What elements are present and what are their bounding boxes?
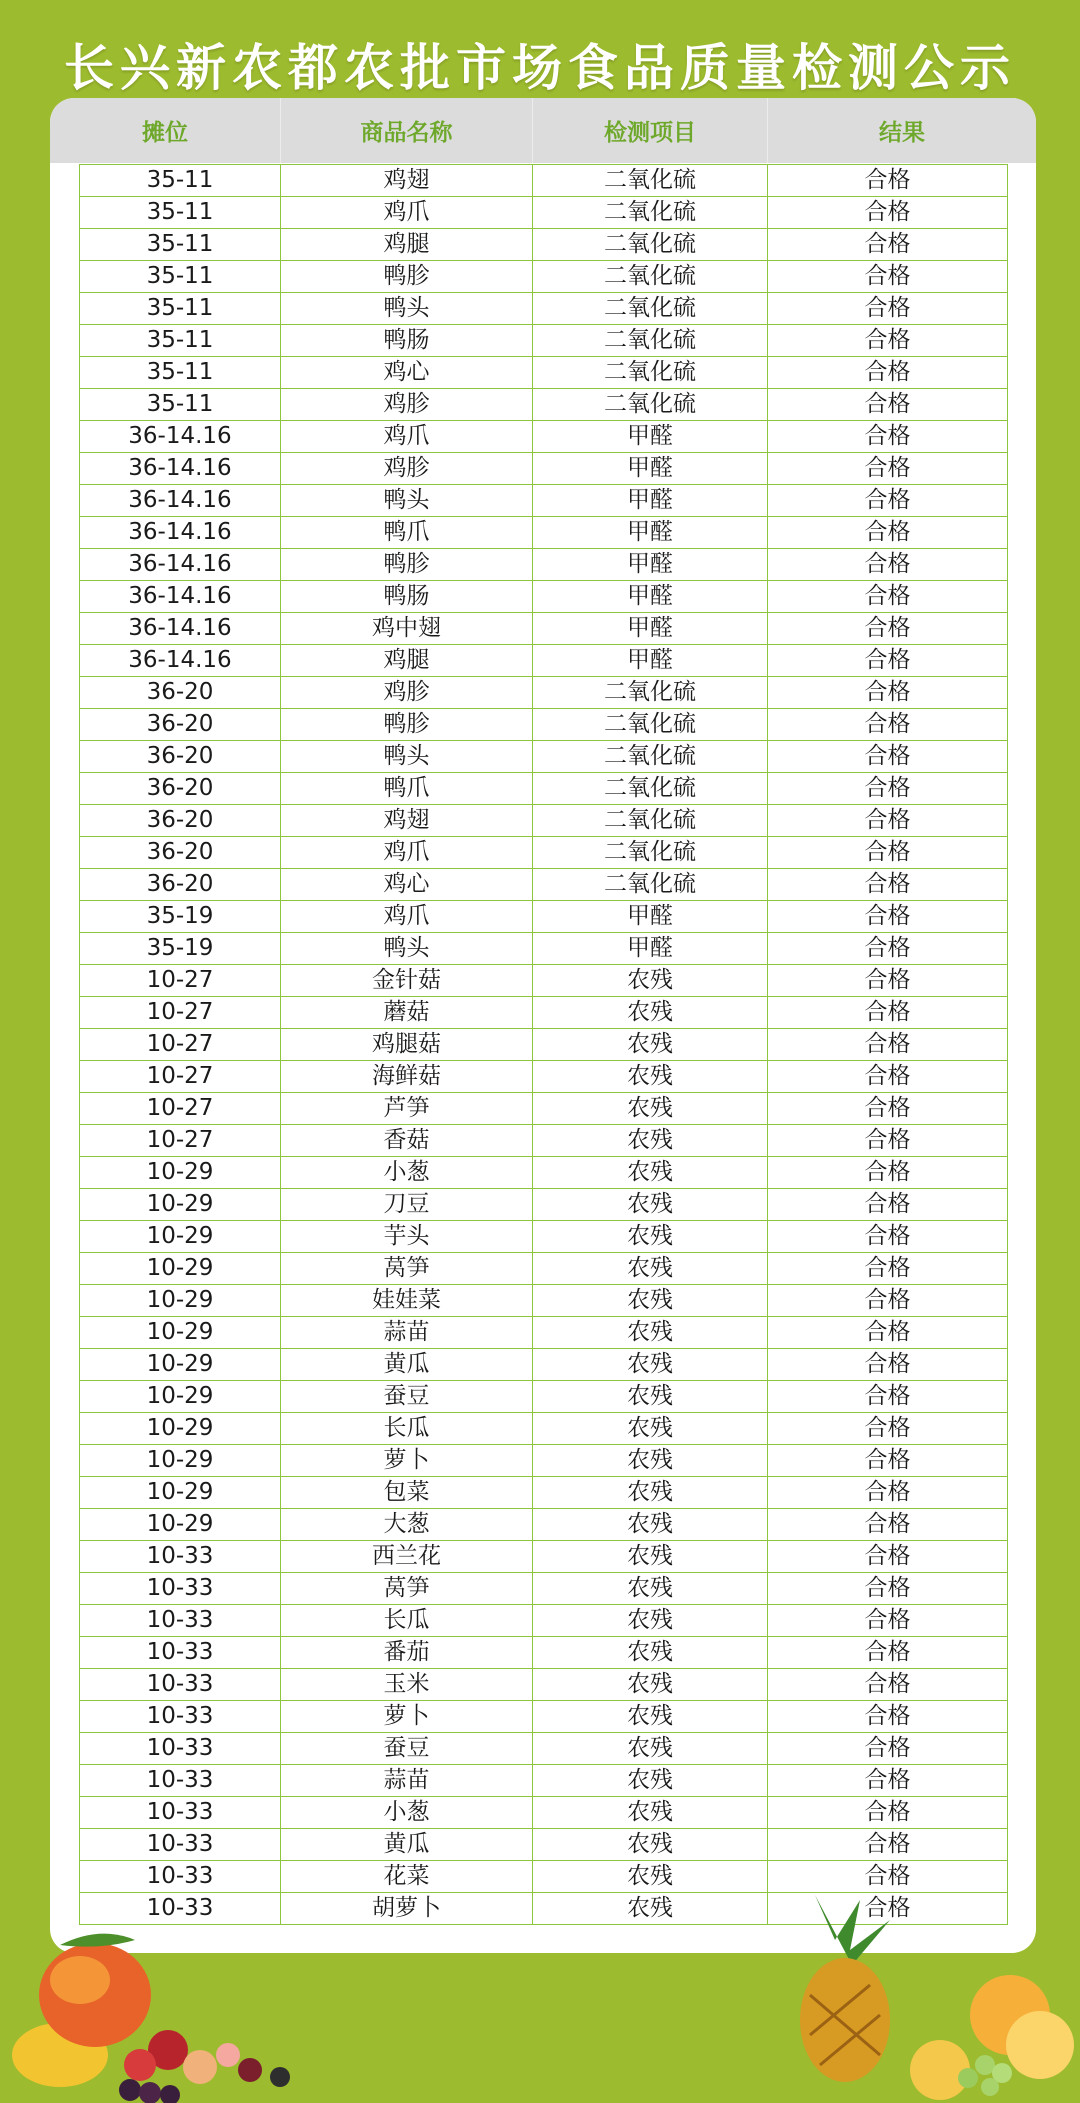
test-item-cell: 农残 xyxy=(533,1669,768,1701)
product-cell: 鸭头 xyxy=(281,485,533,517)
stall-cell: 36-20 xyxy=(80,677,281,709)
page-title: 长兴新农都农批市场食品质量检测公示 xyxy=(64,39,1016,97)
table-row xyxy=(80,1445,1008,1477)
table-row xyxy=(80,1125,1008,1157)
result-cell: 合格 xyxy=(768,1701,1008,1733)
result-cell: 合格 xyxy=(768,1477,1008,1509)
product-cell: 鸡腿 xyxy=(281,229,533,261)
table-row xyxy=(80,517,1008,549)
result-cell: 合格 xyxy=(768,1317,1008,1349)
result-cell: 合格 xyxy=(768,549,1008,581)
result-cell: 合格 xyxy=(768,325,1008,357)
stall-cell: 10-33 xyxy=(80,1701,281,1733)
test-item-cell: 农残 xyxy=(533,1221,768,1253)
stall-cell: 10-29 xyxy=(80,1221,281,1253)
result-cell: 合格 xyxy=(768,1829,1008,1861)
result-cell: 合格 xyxy=(768,645,1008,677)
product-cell: 胡萝卜 xyxy=(281,1893,533,1925)
table-row xyxy=(80,965,1008,997)
stall-cell: 10-33 xyxy=(80,1861,281,1893)
table-header xyxy=(50,98,1036,163)
product-cell: 西兰花 xyxy=(281,1541,533,1573)
result-cell: 合格 xyxy=(768,1093,1008,1125)
result-cell: 合格 xyxy=(768,1605,1008,1637)
table-row xyxy=(80,581,1008,613)
result-cell: 合格 xyxy=(768,229,1008,261)
stall-cell: 36-20 xyxy=(80,709,281,741)
stall-cell: 35-19 xyxy=(80,933,281,965)
result-cell: 合格 xyxy=(768,901,1008,933)
result-cell: 合格 xyxy=(768,1509,1008,1541)
product-cell: 鸡腿菇 xyxy=(281,1029,533,1061)
test-item-cell: 农残 xyxy=(533,1733,768,1765)
table-row xyxy=(80,677,1008,709)
table-row xyxy=(80,1605,1008,1637)
result-cell: 合格 xyxy=(768,197,1008,229)
stall-cell: 10-33 xyxy=(80,1765,281,1797)
test-item-cell: 农残 xyxy=(533,1349,768,1381)
stall-cell: 10-29 xyxy=(80,1189,281,1221)
test-item-cell: 农残 xyxy=(533,1029,768,1061)
table-row xyxy=(80,741,1008,773)
table-row xyxy=(80,869,1008,901)
apricot-icon xyxy=(183,2050,217,2084)
test-item-cell: 农残 xyxy=(533,1573,768,1605)
stall-cell: 35-11 xyxy=(80,165,281,197)
test-item-cell: 二氧化硫 xyxy=(533,677,768,709)
table-row xyxy=(80,1189,1008,1221)
stall-cell: 10-27 xyxy=(80,1125,281,1157)
table-row xyxy=(80,773,1008,805)
stall-cell: 10-29 xyxy=(80,1317,281,1349)
product-cell: 海鲜菇 xyxy=(281,1061,533,1093)
test-item-cell: 农残 xyxy=(533,1125,768,1157)
table-row xyxy=(80,837,1008,869)
product-cell: 鸡腿 xyxy=(281,645,533,677)
result-cell: 合格 xyxy=(768,453,1008,485)
stall-cell: 10-33 xyxy=(80,1637,281,1669)
table-row xyxy=(80,1637,1008,1669)
test-item-cell: 二氧化硫 xyxy=(533,837,768,869)
stall-cell: 35-11 xyxy=(80,325,281,357)
stall-cell: 10-29 xyxy=(80,1445,281,1477)
result-cell: 合格 xyxy=(768,805,1008,837)
stall-cell: 10-33 xyxy=(80,1893,281,1925)
result-cell: 合格 xyxy=(768,1765,1008,1797)
result-cell: 合格 xyxy=(768,1669,1008,1701)
stall-cell: 36-14.16 xyxy=(80,485,281,517)
product-cell: 鸭胗 xyxy=(281,261,533,293)
grape-icon xyxy=(119,2079,141,2101)
product-cell: 莴笋 xyxy=(281,1573,533,1605)
stall-cell: 36-14.16 xyxy=(80,453,281,485)
test-item-cell: 农残 xyxy=(533,1381,768,1413)
product-cell: 包菜 xyxy=(281,1477,533,1509)
test-item-cell: 农残 xyxy=(533,1413,768,1445)
table-row xyxy=(80,229,1008,261)
product-cell: 鸭爪 xyxy=(281,773,533,805)
test-item-cell: 二氧化硫 xyxy=(533,165,768,197)
column-header-product: 商品名称 xyxy=(281,98,533,163)
stall-cell: 36-14.16 xyxy=(80,517,281,549)
table-row xyxy=(80,997,1008,1029)
stall-cell: 36-14.16 xyxy=(80,581,281,613)
test-item-cell: 农残 xyxy=(533,1893,768,1925)
table-row xyxy=(80,1541,1008,1573)
test-item-cell: 农残 xyxy=(533,1797,768,1829)
stall-cell: 36-20 xyxy=(80,741,281,773)
test-item-cell: 农残 xyxy=(533,1637,768,1669)
stall-cell: 10-29 xyxy=(80,1477,281,1509)
result-cell: 合格 xyxy=(768,709,1008,741)
product-cell: 蘑菇 xyxy=(281,997,533,1029)
table-row xyxy=(80,485,1008,517)
table-row xyxy=(80,1861,1008,1893)
test-item-cell: 二氧化硫 xyxy=(533,325,768,357)
result-cell: 合格 xyxy=(768,1189,1008,1221)
test-item-cell: 农残 xyxy=(533,965,768,997)
product-cell: 鸭胗 xyxy=(281,549,533,581)
test-item-cell: 二氧化硫 xyxy=(533,741,768,773)
result-cell: 合格 xyxy=(768,1029,1008,1061)
result-cell: 合格 xyxy=(768,1221,1008,1253)
result-cell: 合格 xyxy=(768,613,1008,645)
product-cell: 鸡爪 xyxy=(281,421,533,453)
product-cell: 鸡爪 xyxy=(281,837,533,869)
stall-cell: 10-29 xyxy=(80,1509,281,1541)
product-cell: 鸭头 xyxy=(281,293,533,325)
result-cell: 合格 xyxy=(768,421,1008,453)
stall-cell: 10-33 xyxy=(80,1541,281,1573)
column-header-test-item: 检测项目 xyxy=(533,98,768,163)
stall-cell: 36-14.16 xyxy=(80,645,281,677)
test-item-cell: 甲醛 xyxy=(533,613,768,645)
table-row xyxy=(80,613,1008,645)
result-cell: 合格 xyxy=(768,1125,1008,1157)
table-row xyxy=(80,1797,1008,1829)
test-item-cell: 二氧化硫 xyxy=(533,709,768,741)
product-cell: 花菜 xyxy=(281,1861,533,1893)
product-cell: 莴笋 xyxy=(281,1253,533,1285)
result-cell: 合格 xyxy=(768,997,1008,1029)
test-item-cell: 甲醛 xyxy=(533,517,768,549)
product-cell: 黄瓜 xyxy=(281,1349,533,1381)
table-row xyxy=(80,421,1008,453)
test-item-cell: 甲醛 xyxy=(533,453,768,485)
product-cell: 鸡胗 xyxy=(281,389,533,421)
stall-cell: 35-11 xyxy=(80,197,281,229)
stall-cell: 10-29 xyxy=(80,1381,281,1413)
stall-cell: 10-33 xyxy=(80,1573,281,1605)
test-item-cell: 农残 xyxy=(533,1829,768,1861)
table-row xyxy=(80,1061,1008,1093)
stall-cell: 10-29 xyxy=(80,1349,281,1381)
result-cell: 合格 xyxy=(768,1861,1008,1893)
table-row xyxy=(80,389,1008,421)
result-cell: 合格 xyxy=(768,837,1008,869)
product-cell: 芦笋 xyxy=(281,1093,533,1125)
table-row xyxy=(80,1349,1008,1381)
test-item-cell: 农残 xyxy=(533,1253,768,1285)
result-cell: 合格 xyxy=(768,1573,1008,1605)
product-cell: 鸡胗 xyxy=(281,677,533,709)
stall-cell: 10-29 xyxy=(80,1285,281,1317)
table-row xyxy=(80,1669,1008,1701)
result-cell: 合格 xyxy=(768,677,1008,709)
table-row xyxy=(80,933,1008,965)
table-row xyxy=(80,1157,1008,1189)
result-cell: 合格 xyxy=(768,389,1008,421)
test-item-cell: 农残 xyxy=(533,1093,768,1125)
table-row xyxy=(80,1285,1008,1317)
product-cell: 小葱 xyxy=(281,1797,533,1829)
result-cell: 合格 xyxy=(768,517,1008,549)
test-item-cell: 二氧化硫 xyxy=(533,261,768,293)
table-row xyxy=(80,1477,1008,1509)
result-cell: 合格 xyxy=(768,965,1008,997)
result-cell: 合格 xyxy=(768,485,1008,517)
product-cell: 鸭头 xyxy=(281,741,533,773)
product-cell: 鸡翅 xyxy=(281,805,533,837)
stall-cell: 10-27 xyxy=(80,1061,281,1093)
test-item-cell: 农残 xyxy=(533,1701,768,1733)
stall-cell: 10-29 xyxy=(80,1253,281,1285)
stall-cell: 10-29 xyxy=(80,1157,281,1189)
table-row xyxy=(80,1221,1008,1253)
test-item-cell: 农残 xyxy=(533,1765,768,1797)
stall-cell: 10-27 xyxy=(80,1029,281,1061)
product-cell: 蚕豆 xyxy=(281,1733,533,1765)
results-card xyxy=(50,98,1036,1953)
stall-cell: 10-27 xyxy=(80,965,281,997)
product-cell: 黄瓜 xyxy=(281,1829,533,1861)
test-item-cell: 二氧化硫 xyxy=(533,869,768,901)
table-row xyxy=(80,1509,1008,1541)
leaf-icon xyxy=(60,1934,135,1947)
product-cell: 娃娃菜 xyxy=(281,1285,533,1317)
product-cell: 鸭肠 xyxy=(281,325,533,357)
table-row xyxy=(80,1029,1008,1061)
stall-cell: 10-27 xyxy=(80,997,281,1029)
test-item-cell: 二氧化硫 xyxy=(533,229,768,261)
table-row xyxy=(80,261,1008,293)
grape-icon xyxy=(975,2055,995,2075)
product-cell: 长瓜 xyxy=(281,1413,533,1445)
stall-cell: 10-33 xyxy=(80,1605,281,1637)
test-item-cell: 甲醛 xyxy=(533,421,768,453)
result-cell: 合格 xyxy=(768,1445,1008,1477)
result-cell: 合格 xyxy=(768,869,1008,901)
table-row xyxy=(80,1573,1008,1605)
test-item-cell: 甲醛 xyxy=(533,645,768,677)
result-cell: 合格 xyxy=(768,1797,1008,1829)
stall-cell: 36-20 xyxy=(80,805,281,837)
table-row xyxy=(80,453,1008,485)
stall-cell: 10-29 xyxy=(80,1413,281,1445)
result-cell: 合格 xyxy=(768,1381,1008,1413)
test-item-cell: 农残 xyxy=(533,1861,768,1893)
table-row xyxy=(80,325,1008,357)
table-row xyxy=(80,645,1008,677)
test-item-cell: 二氧化硫 xyxy=(533,805,768,837)
product-cell: 金针菇 xyxy=(281,965,533,997)
stall-cell: 35-11 xyxy=(80,389,281,421)
stall-cell: 36-20 xyxy=(80,837,281,869)
product-cell: 鸡爪 xyxy=(281,197,533,229)
pineapple-icon xyxy=(800,1958,890,2082)
result-cell: 合格 xyxy=(768,933,1008,965)
test-item-cell: 农残 xyxy=(533,1509,768,1541)
table-row xyxy=(80,165,1008,197)
result-cell: 合格 xyxy=(768,261,1008,293)
table-row xyxy=(80,357,1008,389)
result-cell: 合格 xyxy=(768,581,1008,613)
results-table xyxy=(79,164,1008,1925)
result-cell: 合格 xyxy=(768,1157,1008,1189)
product-cell: 玉米 xyxy=(281,1669,533,1701)
stall-cell: 35-11 xyxy=(80,229,281,261)
table-row xyxy=(80,197,1008,229)
stall-cell: 36-20 xyxy=(80,869,281,901)
product-cell: 蒜苗 xyxy=(281,1765,533,1797)
table-row xyxy=(80,1701,1008,1733)
result-cell: 合格 xyxy=(768,357,1008,389)
test-item-cell: 农残 xyxy=(533,1157,768,1189)
product-cell: 香菇 xyxy=(281,1125,533,1157)
result-cell: 合格 xyxy=(768,1253,1008,1285)
result-cell: 合格 xyxy=(768,165,1008,197)
column-header-result: 结果 xyxy=(879,120,925,146)
column-header-stall: 摊位 xyxy=(50,98,281,163)
test-item-cell: 二氧化硫 xyxy=(533,773,768,805)
product-cell: 萝卜 xyxy=(281,1445,533,1477)
result-cell: 合格 xyxy=(768,773,1008,805)
product-cell: 鸡心 xyxy=(281,869,533,901)
result-cell: 合格 xyxy=(768,1893,1008,1925)
product-cell: 鸭头 xyxy=(281,933,533,965)
product-cell: 蒜苗 xyxy=(281,1317,533,1349)
test-item-cell: 甲醛 xyxy=(533,549,768,581)
table-row xyxy=(80,1381,1008,1413)
product-cell: 长瓜 xyxy=(281,1605,533,1637)
test-item-cell: 农残 xyxy=(533,1189,768,1221)
test-item-cell: 农残 xyxy=(533,1285,768,1317)
table-row xyxy=(80,1317,1008,1349)
test-item-cell: 甲醛 xyxy=(533,485,768,517)
apricot-icon xyxy=(910,2040,970,2100)
product-cell: 萝卜 xyxy=(281,1701,533,1733)
result-cell: 合格 xyxy=(768,1541,1008,1573)
test-item-cell: 农残 xyxy=(533,1317,768,1349)
result-cell: 合格 xyxy=(768,741,1008,773)
results-table-body xyxy=(80,165,1008,1925)
test-item-cell: 二氧化硫 xyxy=(533,197,768,229)
product-cell: 蚕豆 xyxy=(281,1381,533,1413)
stall-cell: 35-19 xyxy=(80,901,281,933)
result-cell: 合格 xyxy=(768,293,1008,325)
test-item-cell: 二氧化硫 xyxy=(533,357,768,389)
test-item-cell: 农残 xyxy=(533,1477,768,1509)
table-row xyxy=(80,805,1008,837)
stall-cell: 10-33 xyxy=(80,1797,281,1829)
test-item-cell: 甲醛 xyxy=(533,901,768,933)
result-cell: 合格 xyxy=(768,1733,1008,1765)
test-item-cell: 二氧化硫 xyxy=(533,389,768,421)
product-cell: 小葱 xyxy=(281,1157,533,1189)
table-row xyxy=(80,293,1008,325)
stall-cell: 35-11 xyxy=(80,293,281,325)
product-cell: 鸡翅 xyxy=(281,165,533,197)
stall-cell: 35-11 xyxy=(80,357,281,389)
stall-cell: 35-11 xyxy=(80,261,281,293)
stall-cell: 10-33 xyxy=(80,1733,281,1765)
test-item-cell: 农残 xyxy=(533,1605,768,1637)
stall-cell: 10-27 xyxy=(80,1093,281,1125)
product-cell: 鸭胗 xyxy=(281,709,533,741)
test-item-cell: 甲醛 xyxy=(533,933,768,965)
product-cell: 刀豆 xyxy=(281,1189,533,1221)
table-row xyxy=(80,1413,1008,1445)
stall-cell: 10-33 xyxy=(80,1829,281,1861)
result-cell: 合格 xyxy=(768,1637,1008,1669)
product-cell: 大葱 xyxy=(281,1509,533,1541)
test-item-cell: 农残 xyxy=(533,1445,768,1477)
fruit-illustration-right xyxy=(740,1895,1080,2103)
table-row xyxy=(80,549,1008,581)
pineapple-leaves-icon xyxy=(815,1895,890,1965)
result-cell: 合格 xyxy=(768,1285,1008,1317)
stall-cell: 36-14.16 xyxy=(80,549,281,581)
stall-cell: 10-33 xyxy=(80,1669,281,1701)
product-cell: 鸭肠 xyxy=(281,581,533,613)
stall-cell: 36-20 xyxy=(80,773,281,805)
product-cell: 鸡胗 xyxy=(281,453,533,485)
test-item-cell: 甲醛 xyxy=(533,581,768,613)
table-row xyxy=(80,1093,1008,1125)
product-cell: 芋头 xyxy=(281,1221,533,1253)
table-row xyxy=(80,901,1008,933)
test-item-cell: 农残 xyxy=(533,997,768,1029)
product-cell: 鸡心 xyxy=(281,357,533,389)
product-cell: 鸭爪 xyxy=(281,517,533,549)
table-row xyxy=(80,1733,1008,1765)
stall-cell: 36-14.16 xyxy=(80,613,281,645)
test-item-cell: 农残 xyxy=(533,1061,768,1093)
table-row xyxy=(80,709,1008,741)
table-row xyxy=(80,1829,1008,1861)
table-row xyxy=(80,1765,1008,1797)
product-cell: 鸡爪 xyxy=(281,901,533,933)
stall-cell: 36-14.16 xyxy=(80,421,281,453)
table-row xyxy=(80,1253,1008,1285)
result-cell: 合格 xyxy=(768,1349,1008,1381)
product-cell: 鸡中翅 xyxy=(281,613,533,645)
result-cell: 合格 xyxy=(768,1061,1008,1093)
fruit-illustration-left xyxy=(0,1905,320,2103)
test-item-cell: 农残 xyxy=(533,1541,768,1573)
result-cell: 合格 xyxy=(768,1413,1008,1445)
test-item-cell: 二氧化硫 xyxy=(533,293,768,325)
product-cell: 番茄 xyxy=(281,1637,533,1669)
